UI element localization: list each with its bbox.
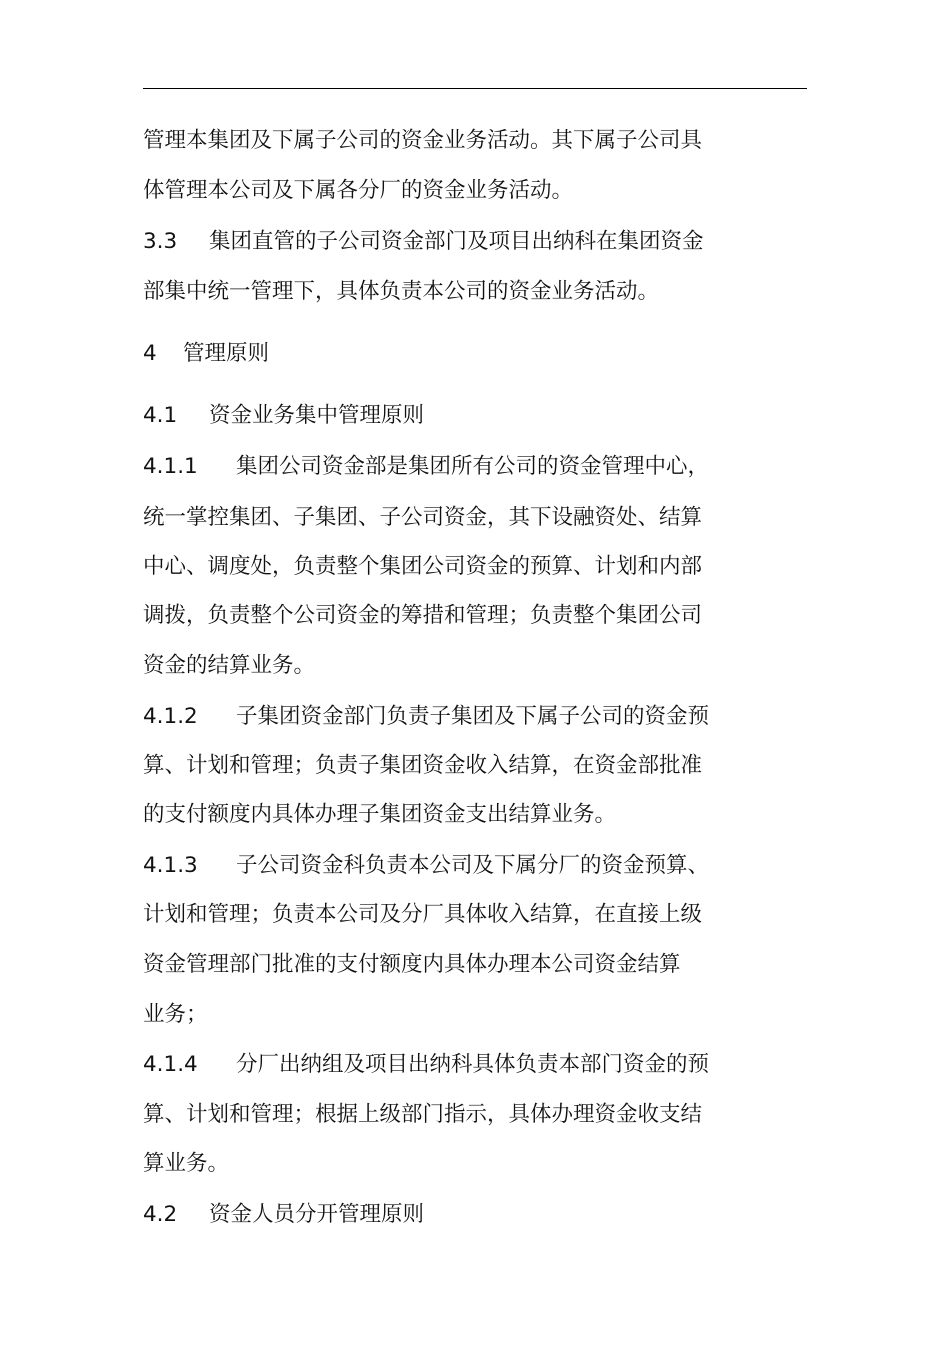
section-heading <box>143 339 830 369</box>
section-number: 4.1 <box>143 403 178 428</box>
body-line: 中心、调度处，负责整个集团公司资金的预算、计划和内部 <box>143 554 703 579</box>
section-heading <box>143 401 830 431</box>
section-number: 3.3 <box>143 229 178 254</box>
body-line: 计划和管理；负责本公司及分厂具体收入结算，在直接上级 <box>143 902 703 927</box>
body-line: 管理本集团及下属子公司的资金业务活动。其下属子公司具 <box>143 128 703 153</box>
body-line: 业务； <box>143 1002 208 1027</box>
section-heading <box>143 702 830 732</box>
section-number: 4.1.4 <box>143 1052 198 1077</box>
section-heading <box>143 851 830 881</box>
section-heading <box>143 452 830 482</box>
section-text: 资金人员分开管理原则 <box>209 1202 425 1227</box>
section-number: 4.1.2 <box>143 704 198 729</box>
section-heading <box>143 227 830 257</box>
section-number: 4 <box>143 341 157 366</box>
body-line: 的支付额度内具体办理子集团资金支出结算业务。 <box>143 802 617 827</box>
section-text: 子集团资金部门负责子集团及下属子公司的资金预 <box>236 704 710 729</box>
header-rule <box>143 88 807 89</box>
section-text: 集团直管的子公司资金部门及项目出纳科在集团资金 <box>209 229 704 254</box>
body-line: 算、计划和管理；根据上级部门指示，具体办理资金收支结 <box>143 1102 703 1127</box>
section-text: 资金业务集中管理原则 <box>209 403 425 428</box>
body-line: 调拨，负责整个公司资金的筹措和管理；负责整个集团公司 <box>143 603 703 628</box>
section-heading <box>143 1050 830 1080</box>
body-line: 算、计划和管理；负责子集团资金收入结算，在资金部批准 <box>143 753 703 778</box>
section-heading <box>143 1200 830 1230</box>
body-line: 资金的结算业务。 <box>143 653 316 678</box>
body-line: 资金管理部门批准的支付额度内具体办理本公司资金结算 <box>143 952 681 977</box>
section-text: 分厂出纳组及项目出纳科具体负责本部门资金的预 <box>236 1052 710 1077</box>
body-line: 统一掌控集团、子集团、子公司资金，其下设融资处、结算 <box>143 505 703 530</box>
section-number: 4.2 <box>143 1202 178 1227</box>
body-line: 算业务。 <box>143 1151 230 1176</box>
section-text: 集团公司资金部是集团所有公司的资金管理中心， <box>236 454 710 479</box>
body-line: 体管理本公司及下属各分厂的资金业务活动。 <box>143 178 574 203</box>
section-number: 4.1.1 <box>143 454 198 479</box>
section-number: 4.1.3 <box>143 853 198 878</box>
section-text: 管理原则 <box>183 341 270 366</box>
section-text: 子公司资金科负责本公司及下属分厂的资金预算、 <box>236 853 710 878</box>
body-line: 部集中统一管理下，具体负责本公司的资金业务活动。 <box>143 279 660 304</box>
